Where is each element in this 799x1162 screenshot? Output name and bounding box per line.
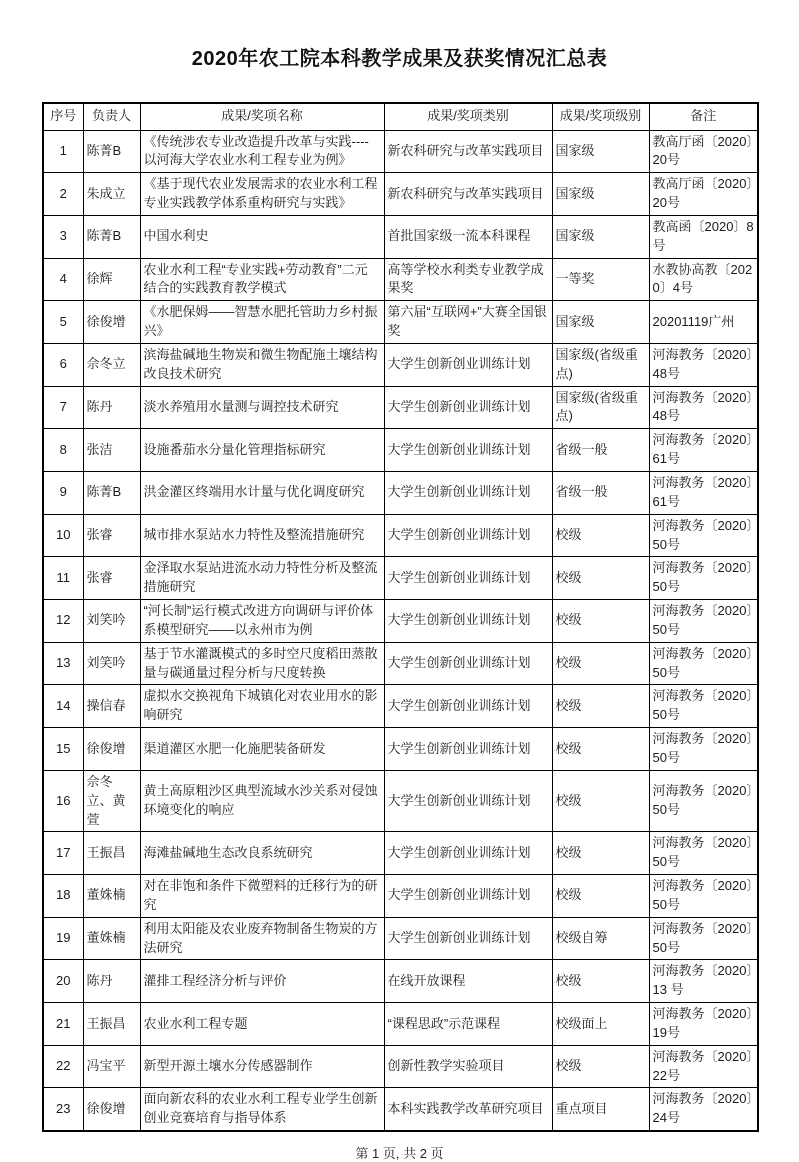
cell-remark: 河海教务〔2020〕50号 <box>649 875 758 918</box>
cell-no: 8 <box>43 429 83 472</box>
cell-no: 7 <box>43 386 83 429</box>
cell-remark: 河海教务〔2020〕50号 <box>649 642 758 685</box>
cell-name: 金泽取水泵站进流水动力特性分析及整流措施研究 <box>140 557 384 600</box>
header-remark: 备注 <box>649 103 758 130</box>
cell-category: 大学生创新创业训练计划 <box>384 728 552 771</box>
cell-category: 大学生创新创业训练计划 <box>384 917 552 960</box>
cell-person: 朱成立 <box>83 173 140 216</box>
cell-name: 渠道灌区水肥一化施肥装备研发 <box>140 728 384 771</box>
cell-level: 校级 <box>552 832 649 875</box>
cell-name: 基于节水灌溉模式的多时空尺度稻田蒸散量与碳通量过程分析与尺度转换 <box>140 642 384 685</box>
cell-remark: 河海教务〔2020〕48号 <box>649 386 758 429</box>
cell-remark: 教高厅函〔2020〕20号 <box>649 130 758 173</box>
cell-no: 12 <box>43 600 83 643</box>
cell-name: 城市排水泵站水力特性及整流措施研究 <box>140 514 384 557</box>
table-row <box>43 1045 758 1088</box>
cell-level: 重点项目 <box>552 1088 649 1131</box>
cell-person: 刘笑吟 <box>83 642 140 685</box>
table-row <box>43 642 758 685</box>
cell-no: 17 <box>43 832 83 875</box>
header-person: 负责人 <box>83 103 140 130</box>
cell-no: 19 <box>43 917 83 960</box>
cell-person: 徐俊增 <box>83 301 140 344</box>
table-row <box>43 728 758 771</box>
cell-level: 校级 <box>552 557 649 600</box>
cell-category: “课程思政”示范课程 <box>384 1003 552 1046</box>
cell-person: 刘笑吟 <box>83 600 140 643</box>
table-row <box>43 770 758 832</box>
cell-person: 徐俊增 <box>83 1088 140 1131</box>
cell-level: 国家级(省级重点) <box>552 343 649 386</box>
cell-person: 王振昌 <box>83 1003 140 1046</box>
table-row <box>43 258 758 301</box>
cell-level: 省级一般 <box>552 429 649 472</box>
table-row <box>43 472 758 515</box>
cell-level: 校级 <box>552 728 649 771</box>
page-number: 第 1 页, 共 2 页 <box>355 1146 444 1162</box>
table-row <box>43 557 758 600</box>
cell-category: 大学生创新创业训练计划 <box>384 875 552 918</box>
cell-remark: 河海教务〔2020〕24号 <box>649 1088 758 1131</box>
cell-no: 3 <box>43 215 83 258</box>
cell-category: 新农科研究与改革实践项目 <box>384 130 552 173</box>
cell-no: 16 <box>43 770 83 832</box>
cell-name: 《基于现代农业发展需求的农业水利工程专业实践教学体系重构研究与实践》 <box>140 173 384 216</box>
table-row <box>43 429 758 472</box>
header-category: 成果/奖项类别 <box>384 103 552 130</box>
cell-category: 大学生创新创业训练计划 <box>384 600 552 643</box>
cell-level: 校级 <box>552 600 649 643</box>
cell-category: 第六届“互联网+”大赛全国银奖 <box>384 301 552 344</box>
cell-remark: 水教协高教〔2020〕4号 <box>649 258 758 301</box>
cell-no: 10 <box>43 514 83 557</box>
table-row <box>43 875 758 918</box>
cell-level: 国家级 <box>552 173 649 216</box>
cell-name: 中国水利史 <box>140 215 384 258</box>
table-row <box>43 1088 758 1131</box>
cell-name: 滨海盐碱地生物炭和微生物配施土壤结构改良技术研究 <box>140 343 384 386</box>
cell-level: 校级 <box>552 770 649 832</box>
cell-level: 校级 <box>552 685 649 728</box>
cell-remark: 河海教务〔2020〕50号 <box>649 685 758 728</box>
header-name: 成果/奖项名称 <box>140 103 384 130</box>
cell-person: 冯宝平 <box>83 1045 140 1088</box>
cell-category: 大学生创新创业训练计划 <box>384 770 552 832</box>
cell-name: “河长制”运行模式改进方向调研与评价体系模型研究——以永州市为例 <box>140 600 384 643</box>
cell-remark: 河海教务〔2020〕61号 <box>649 472 758 515</box>
cell-remark: 河海教务〔2020〕50号 <box>649 600 758 643</box>
cell-no: 20 <box>43 960 83 1003</box>
cell-level: 国家级 <box>552 130 649 173</box>
cell-person: 张睿 <box>83 557 140 600</box>
cell-name: 淡水养殖用水量测与调控技术研究 <box>140 386 384 429</box>
cell-name: 虚拟水交换视角下城镇化对农业用水的影响研究 <box>140 685 384 728</box>
cell-level: 校级 <box>552 875 649 918</box>
cell-remark: 河海教务〔2020〕50号 <box>649 557 758 600</box>
header-no: 序号 <box>43 103 83 130</box>
cell-person: 董姝楠 <box>83 917 140 960</box>
cell-person: 陈丹 <box>83 960 140 1003</box>
cell-no: 15 <box>43 728 83 771</box>
cell-name: 设施番茄水分量化管理指标研究 <box>140 429 384 472</box>
cell-no: 18 <box>43 875 83 918</box>
cell-category: 大学生创新创业训练计划 <box>384 472 552 515</box>
cell-remark: 教高函〔2020〕8号 <box>649 215 758 258</box>
cell-level: 校级 <box>552 960 649 1003</box>
cell-remark: 河海教务〔2020〕61号 <box>649 429 758 472</box>
cell-name: 对在非饱和条件下微塑料的迁移行为的研究 <box>140 875 384 918</box>
cell-person: 陈菁B <box>83 130 140 173</box>
cell-name: 农业水利工程专题 <box>140 1003 384 1046</box>
cell-category: 创新性教学实验项目 <box>384 1045 552 1088</box>
cell-category: 新农科研究与改革实践项目 <box>384 173 552 216</box>
cell-no: 6 <box>43 343 83 386</box>
cell-category: 高等学校水利类专业教学成果奖 <box>384 258 552 301</box>
cell-no: 4 <box>43 258 83 301</box>
cell-person: 佘冬立、黄萱 <box>83 770 140 832</box>
cell-name: 黄土高原粗沙区典型流域水沙关系对侵蚀环境变化的响应 <box>140 770 384 832</box>
cell-name: 新型开源土壤水分传感器制作 <box>140 1045 384 1088</box>
page-title: 2020年农工院本科教学成果及获奖情况汇总表 <box>191 48 608 70</box>
cell-person: 操信春 <box>83 685 140 728</box>
cell-name: 灌排工程经济分析与评价 <box>140 960 384 1003</box>
cell-category: 本科实践教学改革研究项目 <box>384 1088 552 1131</box>
cell-level: 校级面上 <box>552 1003 649 1046</box>
cell-person: 徐俊增 <box>83 728 140 771</box>
cell-category: 大学生创新创业训练计划 <box>384 386 552 429</box>
cell-category: 大学生创新创业训练计划 <box>384 343 552 386</box>
cell-remark: 河海教务〔2020〕50号 <box>649 832 758 875</box>
cell-person: 陈菁B <box>83 472 140 515</box>
cell-person: 董姝楠 <box>83 875 140 918</box>
summary-table <box>42 102 759 1132</box>
cell-remark: 教高厅函〔2020〕20号 <box>649 173 758 216</box>
cell-category: 首批国家级一流本科课程 <box>384 215 552 258</box>
cell-person: 王振昌 <box>83 832 140 875</box>
cell-category: 大学生创新创业训练计划 <box>384 557 552 600</box>
cell-name: 《传统涉农专业改造提升改革与实践----以河海大学农业水利工程专业为例》 <box>140 130 384 173</box>
cell-level: 校级自筹 <box>552 917 649 960</box>
cell-no: 1 <box>43 130 83 173</box>
cell-name: 面向新农科的农业水利工程专业学生创新创业竞赛培育与指导体系 <box>140 1088 384 1131</box>
cell-level: 省级一般 <box>552 472 649 515</box>
cell-category: 大学生创新创业训练计划 <box>384 832 552 875</box>
table-row <box>43 215 758 258</box>
cell-remark: 河海教务〔2020〕50号 <box>649 917 758 960</box>
cell-level: 国家级 <box>552 301 649 344</box>
cell-no: 11 <box>43 557 83 600</box>
cell-name: 农业水利工程“专业实践+劳动教育”二元结合的实践教育教学模式 <box>140 258 384 301</box>
table-row <box>43 600 758 643</box>
cell-remark: 河海教务〔2020〕48号 <box>649 343 758 386</box>
cell-person: 陈丹 <box>83 386 140 429</box>
header-level: 成果/奖项级别 <box>552 103 649 130</box>
cell-no: 13 <box>43 642 83 685</box>
cell-remark: 20201119广州 <box>649 301 758 344</box>
table-row <box>43 130 758 173</box>
cell-person: 张睿 <box>83 514 140 557</box>
cell-person: 徐辉 <box>83 258 140 301</box>
cell-remark: 河海教务〔2020〕50号 <box>649 514 758 557</box>
cell-category: 在线开放课程 <box>384 960 552 1003</box>
table-row <box>43 917 758 960</box>
cell-category: 大学生创新创业训练计划 <box>384 514 552 557</box>
cell-level: 校级 <box>552 514 649 557</box>
cell-no: 9 <box>43 472 83 515</box>
cell-remark: 河海教务〔2020〕22号 <box>649 1045 758 1088</box>
cell-remark: 河海教务〔2020〕50号 <box>649 770 758 832</box>
cell-remark: 河海教务〔2020〕13 号 <box>649 960 758 1003</box>
table-row <box>43 514 758 557</box>
cell-level: 校级 <box>552 1045 649 1088</box>
cell-name: 洪金灌区终端用水计量与优化调度研究 <box>140 472 384 515</box>
cell-no: 14 <box>43 685 83 728</box>
cell-level: 一等奖 <box>552 258 649 301</box>
cell-person: 佘冬立 <box>83 343 140 386</box>
cell-category: 大学生创新创业训练计划 <box>384 642 552 685</box>
cell-name: 《水肥保姆——智慧水肥托管助力乡村振兴》 <box>140 301 384 344</box>
cell-category: 大学生创新创业训练计划 <box>384 685 552 728</box>
cell-name: 海滩盐碱地生态改良系统研究 <box>140 832 384 875</box>
cell-level: 国家级 <box>552 215 649 258</box>
table-row <box>43 832 758 875</box>
table-row <box>43 960 758 1003</box>
cell-person: 张洁 <box>83 429 140 472</box>
cell-no: 21 <box>43 1003 83 1046</box>
cell-person: 陈菁B <box>83 215 140 258</box>
table-row <box>43 1003 758 1046</box>
cell-remark: 河海教务〔2020〕50号 <box>649 728 758 771</box>
cell-remark: 河海教务〔2020〕19号 <box>649 1003 758 1046</box>
cell-name: 利用太阳能及农业废弃物制备生物炭的方法研究 <box>140 917 384 960</box>
table-row <box>43 173 758 216</box>
table-row <box>43 685 758 728</box>
cell-level: 校级 <box>552 642 649 685</box>
cell-no: 2 <box>43 173 83 216</box>
table-row <box>43 386 758 429</box>
cell-no: 5 <box>43 301 83 344</box>
table-row <box>43 301 758 344</box>
cell-no: 22 <box>43 1045 83 1088</box>
table-row <box>43 343 758 386</box>
table-header-row <box>43 103 758 130</box>
cell-level: 国家级(省级重点) <box>552 386 649 429</box>
cell-category: 大学生创新创业训练计划 <box>384 429 552 472</box>
cell-no: 23 <box>43 1088 83 1131</box>
